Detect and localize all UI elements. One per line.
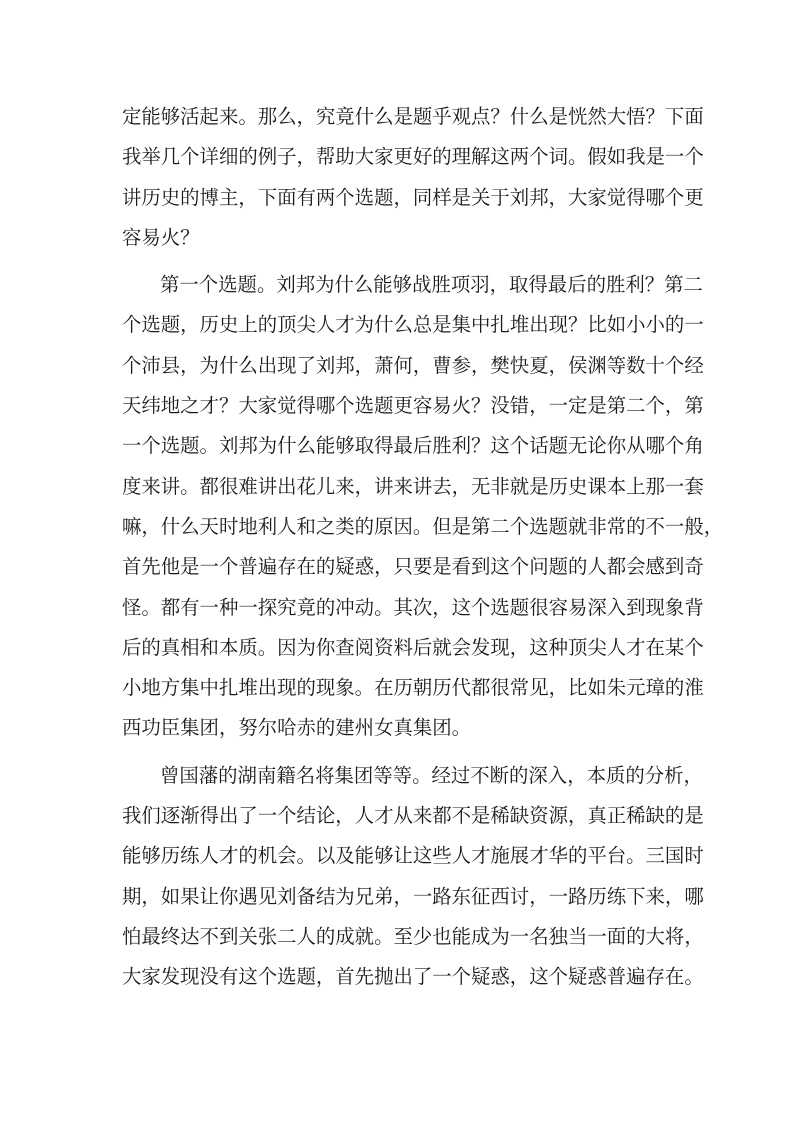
text-line: 曾国藩的湖南籍名将集团等等。经过不断的深入，本质的分析， bbox=[160, 763, 703, 787]
text-line: 个沛县，为什么出现了刘邦，萧何，曹参，樊快夏，侯渊等数十个经 bbox=[122, 353, 704, 377]
text-line: 天纬地之才？大家觉得哪个选题更容易火？没错，一定是第二个，第 bbox=[122, 394, 704, 418]
document-body bbox=[122, 97, 724, 998]
text-line: 能够历练人才的机会。以及能够让这些人才施展才华的平台。三国时 bbox=[122, 844, 704, 868]
text-line: 怪。都有一种一探究竟的冲动。其次，这个选题很容易深入到现象背 bbox=[122, 595, 704, 619]
text-line: 讲历史的博主，下面有两个选题，同样是关于刘邦，大家觉得哪个更 bbox=[122, 185, 704, 209]
text-line: 期，如果让你遇见刘备结为兄弟，一路东征西讨，一路历练下来，哪 bbox=[122, 884, 704, 908]
text-line: 一个选题。刘邦为什么能够取得最后胜利？这个话题无论你从哪个角 bbox=[122, 434, 704, 458]
text-line: 个选题，历史上的顶尖人才为什么总是集中扎堆出现？比如小小的一 bbox=[122, 313, 704, 337]
text-line: 大家发现没有这个选题，首先抛出了一个疑惑，这个疑惑普遍存在。 bbox=[122, 965, 704, 989]
text-line: 定能够活起来。那么，究竟什么是题乎观点？什么是恍然大悟？下面 bbox=[122, 105, 704, 128]
text-line: 西功臣集团，努尔哈赤的建州女真集团。 bbox=[122, 716, 472, 740]
text-line: 容易火？ bbox=[122, 225, 200, 249]
text-line: 怕最终达不到关张二人的成就。至少也能成为一名独当一面的大将， bbox=[122, 924, 704, 948]
text-line: 第一个选题。刘邦为什么能够战胜项羽，取得最后的胜利？第二 bbox=[160, 273, 703, 297]
text-line: 首先他是一个普遍存在的疑惑，只要是看到这个问题的人都会感到奇 bbox=[122, 555, 704, 579]
paragraph-spacer bbox=[122, 258, 682, 265]
text-line: 度来讲。都很难讲出花儿来，讲来讲去，无非就是历史课本上那一套 bbox=[122, 474, 704, 498]
paragraph-1 bbox=[122, 97, 704, 258]
text-line: 我举几个详细的例子，帮助大家更好的理解这两个词。假如我是一个 bbox=[122, 145, 704, 169]
paragraph-spacer bbox=[122, 749, 682, 756]
text-line: 我们逐渐得出了一个结论，人才从来都不是稀缺资源，真正稀缺的是 bbox=[122, 804, 704, 828]
paragraph-3 bbox=[122, 756, 704, 998]
text-line: 嘛，什么天时地利人和之类的原因。但是第二个选题就非常的不一般， bbox=[122, 514, 724, 538]
text-line: 后的真相和本质。因为你查阅资料后就会发现，这种顶尖人才在某个 bbox=[122, 635, 704, 659]
text-line: 小地方集中扎堆出现的现象。在历朝历代都很常见，比如朱元璋的淮 bbox=[122, 676, 704, 700]
paragraph-2 bbox=[122, 265, 724, 749]
